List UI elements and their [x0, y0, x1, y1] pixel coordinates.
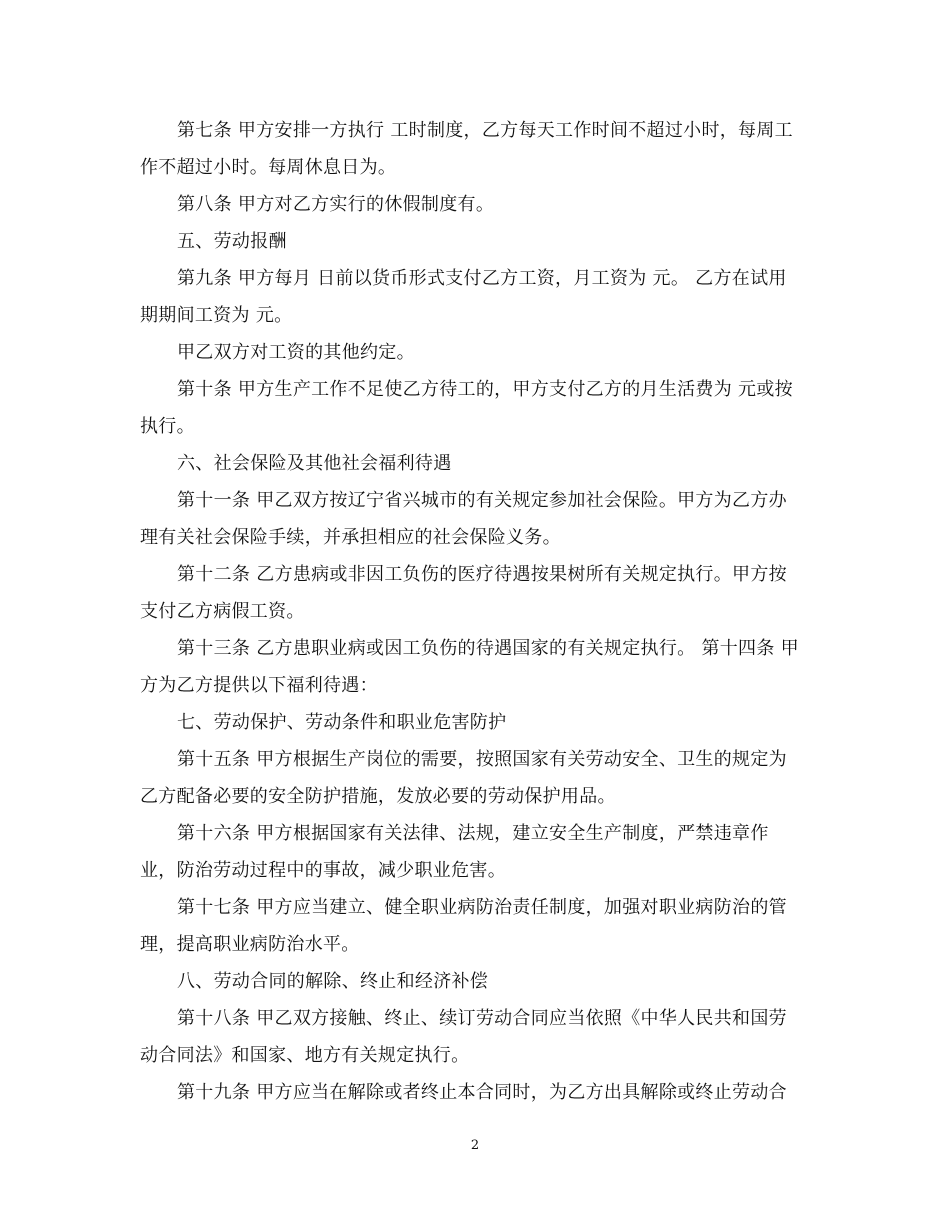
text-line: 理有关社会保险手续，并承担相应的社会保险义务。	[140, 527, 561, 548]
text-line: 甲乙双方对工资的其他约定。	[177, 342, 415, 363]
section-heading: 八、劳动合同的解除、终止和经济补偿	[177, 971, 489, 992]
section-heading: 七、劳动保护、劳动条件和职业危害防护	[177, 712, 507, 733]
text-line: 支付乙方病假工资。	[140, 601, 305, 622]
text-line: 动合同法》和国家、地方有关规定执行。	[140, 1045, 470, 1066]
text-line: 第十一条 甲乙双方按辽宁省兴城市的有关规定参加社会保险。甲方为乙方办	[177, 490, 787, 511]
text-line: 第十三条 乙方患职业病或因工负伤的待遇国家的有关规定执行。 第十四条 甲	[177, 638, 799, 659]
text-line: 方为乙方提供以下福利待遇：	[140, 675, 378, 696]
text-line: 第九条 甲方每月 日前以货币形式支付乙方工资，月工资为 元。 乙方在试用	[177, 268, 787, 289]
text-line: 第十七条 甲方应当建立、健全职业病防治责任制度，加强对职业病防治的管	[177, 897, 787, 918]
text-line: 第十条 甲方生产工作不足使乙方待工的，甲方支付乙方的月生活费为 元或按	[177, 379, 793, 400]
section-heading: 六、社会保险及其他社会福利待遇	[177, 453, 452, 474]
text-line: 第十九条 甲方应当在解除或者终止本合同时，为乙方出具解除或终止劳动合	[177, 1082, 787, 1103]
page-number: 2	[470, 1138, 480, 1153]
text-line: 作不超过小时。每周休息日为。	[140, 157, 397, 178]
text-line: 第十五条 甲方根据生产岗位的需要，按照国家有关劳动安全、卫生的规定为	[177, 749, 787, 770]
section-heading: 五、劳动报酬	[177, 231, 287, 252]
text-line: 期期间工资为 元。	[140, 305, 293, 326]
text-line: 第十八条 甲乙双方接触、终止、续订劳动合同应当依照《中华人民共和国劳	[177, 1008, 787, 1029]
text-line: 第十二条 乙方患病或非因工负伤的医疗待遇按果树所有关规定执行。甲方按	[177, 564, 787, 585]
text-line: 业，防治劳动过程中的事故，减少职业危害。	[140, 860, 506, 881]
text-line: 理，提高职业病防治水平。	[140, 934, 360, 955]
text-line: 执行。	[140, 416, 195, 437]
text-line: 乙方配备必要的安全防护措施，发放必要的劳动保护用品。	[140, 786, 616, 807]
text-line: 第八条 甲方对乙方实行的休假制度有。	[177, 194, 495, 215]
text-line: 第七条 甲方安排一方执行 工时制度，乙方每天工作时间不超过小时，每周工	[177, 120, 793, 141]
text-line: 第十六条 甲方根据国家有关法律、法规，建立安全生产制度，严禁违章作	[177, 823, 769, 844]
